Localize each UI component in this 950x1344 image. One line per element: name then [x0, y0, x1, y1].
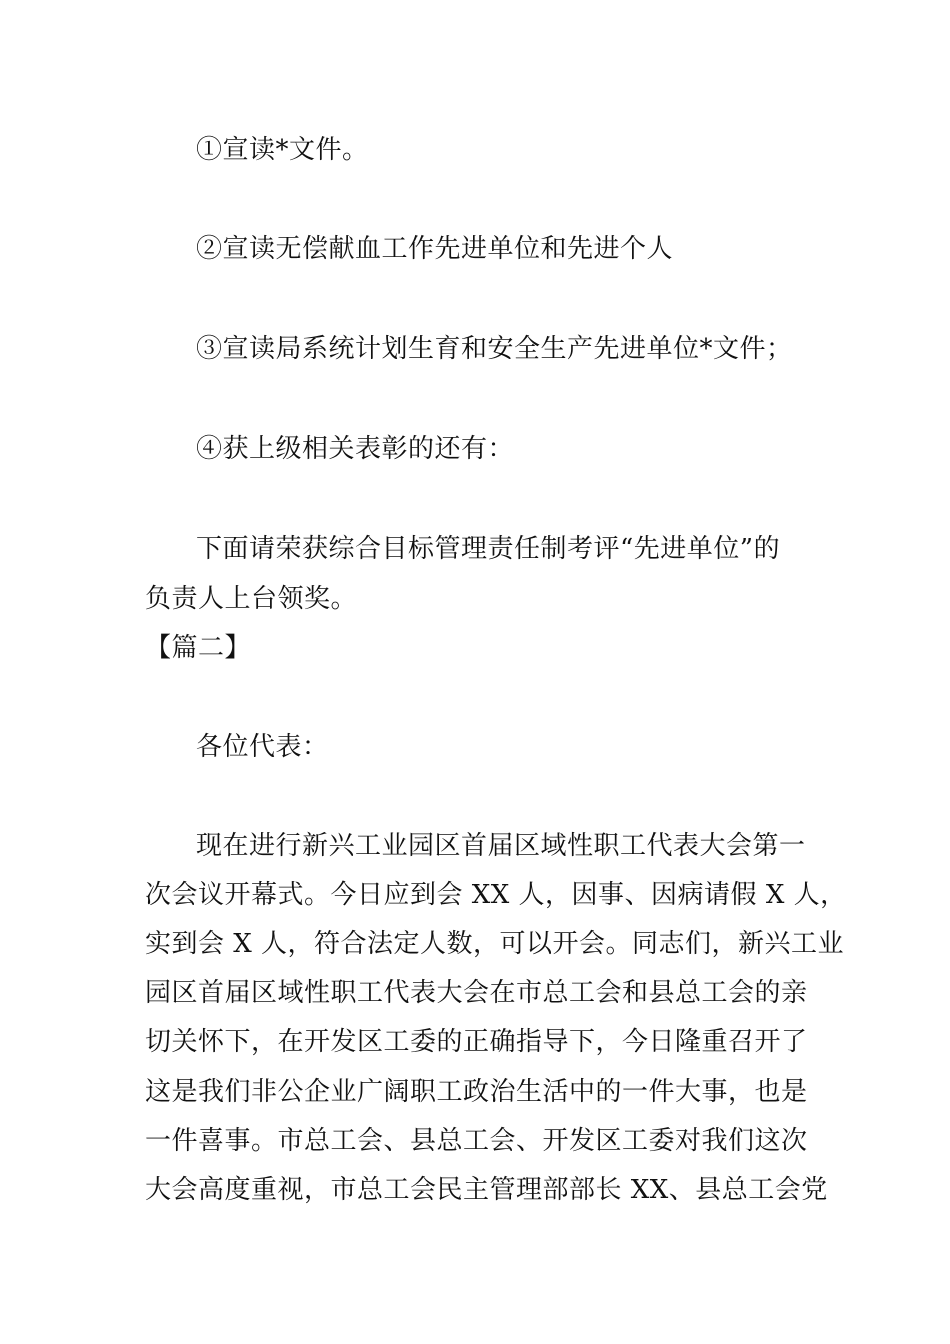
list-item-3: ③宣读局系统计划生育和安全生产先进单位*文件；: [196, 334, 793, 364]
body-paragraph-line-4: 园区首届区域性职工代表大会在市总工会和县总工会的亲: [145, 978, 808, 1008]
award-paragraph-line-1: 下面请荣获综合目标管理责任制考评“先进单位”的: [196, 534, 781, 564]
body-paragraph-line-8: 大会高度重视，市总工会民主管理部部长 XX、县总工会党: [145, 1175, 828, 1205]
body-paragraph-line-7: 一件喜事。市总工会、县总工会、开发区工委对我们这次: [145, 1126, 808, 1156]
body-paragraph-line-1: 现在进行新兴工业园区首届区域性职工代表大会第一: [196, 831, 806, 861]
salutation: 各位代表：: [196, 732, 329, 762]
list-item-4: ④获上级相关表彰的还有：: [196, 434, 515, 464]
body-paragraph-line-3: 实到会 X 人，符合法定人数，可以开会。同志们，新兴工业: [145, 929, 845, 959]
body-paragraph-line-6: 这是我们非公企业广阔职工政治生活中的一件大事，也是: [145, 1077, 808, 1107]
section-heading: 【篇二】: [145, 633, 252, 663]
list-item-2: ②宣读无偿献血工作先进单位和先进个人: [196, 234, 674, 264]
body-paragraph-line-2: 次会议开幕式。今日应到会 XX 人，因事、因病请假 X 人，: [145, 880, 847, 910]
body-paragraph-line-5: 切关怀下，在开发区工委的正确指导下，今日隆重召开了: [145, 1027, 808, 1057]
list-item-1: ①宣读*文件。: [196, 135, 369, 165]
award-paragraph-line-2: 负责人上台领奖。: [145, 584, 358, 614]
